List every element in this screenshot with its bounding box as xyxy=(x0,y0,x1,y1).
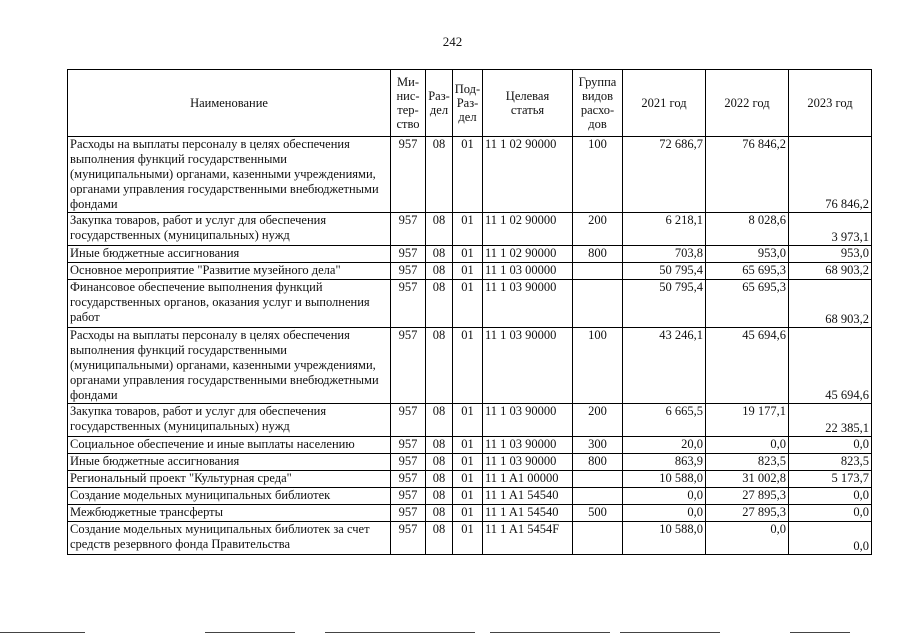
cell-target-article: 11 1 A1 54540 xyxy=(483,488,573,505)
cell-2021: 50 795,4 xyxy=(623,280,706,328)
cell-section: 08 xyxy=(426,404,453,437)
cell-2022: 31 002,8 xyxy=(706,471,789,488)
cell-subsection: 01 xyxy=(453,328,483,404)
cell-section: 08 xyxy=(426,505,453,522)
cell-2022: 8 028,6 xyxy=(706,213,789,246)
cell-2021: 0,0 xyxy=(623,505,706,522)
cell-2022: 823,5 xyxy=(706,454,789,471)
header-section: Раз- дел xyxy=(426,70,453,137)
cell-2021: 0,0 xyxy=(623,488,706,505)
cell-section: 08 xyxy=(426,454,453,471)
cell-subsection: 01 xyxy=(453,137,483,213)
cell-subsection: 01 xyxy=(453,280,483,328)
cell-section: 08 xyxy=(426,213,453,246)
cell-section: 08 xyxy=(426,522,453,555)
cell-2022: 953,0 xyxy=(706,246,789,263)
cell-ministry: 957 xyxy=(391,137,426,213)
cell-target-article: 11 1 03 90000 xyxy=(483,280,573,328)
cell-2022: 19 177,1 xyxy=(706,404,789,437)
cell-ministry: 957 xyxy=(391,263,426,280)
cell-ministry: 957 xyxy=(391,488,426,505)
cell-ministry: 957 xyxy=(391,246,426,263)
table-row xyxy=(68,404,872,437)
cell-subsection: 01 xyxy=(453,213,483,246)
bottom-rule xyxy=(790,632,850,633)
table-row xyxy=(68,454,872,471)
header-expense-group: Группа видов расхо- дов xyxy=(573,70,623,137)
cell-expense-group xyxy=(573,488,623,505)
cell-target-article: 11 1 03 90000 xyxy=(483,437,573,454)
cell-name: Социальное обеспечение и иные выплаты населению xyxy=(68,437,391,454)
table-row xyxy=(68,263,872,280)
cell-2022: 76 846,2 xyxy=(706,137,789,213)
table-row xyxy=(68,280,872,328)
cell-expense-group xyxy=(573,263,623,280)
header-name: Наименование xyxy=(68,70,391,137)
bottom-rule xyxy=(620,632,720,633)
cell-target-article: 11 1 03 90000 xyxy=(483,454,573,471)
cell-expense-group: 100 xyxy=(573,328,623,404)
cell-ministry: 957 xyxy=(391,280,426,328)
cell-2021: 703,8 xyxy=(623,246,706,263)
cell-section: 08 xyxy=(426,246,453,263)
cell-section: 08 xyxy=(426,471,453,488)
bottom-rule xyxy=(325,632,475,633)
cell-expense-group xyxy=(573,280,623,328)
cell-2021: 20,0 xyxy=(623,437,706,454)
table-row xyxy=(68,246,872,263)
cell-subsection: 01 xyxy=(453,454,483,471)
cell-section: 08 xyxy=(426,263,453,280)
bottom-rule xyxy=(490,632,610,633)
cell-expense-group: 800 xyxy=(573,454,623,471)
cell-2023: 0,0 xyxy=(789,437,872,454)
cell-section: 08 xyxy=(426,488,453,505)
header-subsection: Под- Раз- дел xyxy=(453,70,483,137)
bottom-rule xyxy=(205,632,295,633)
cell-2022: 27 895,3 xyxy=(706,488,789,505)
page-number: 242 xyxy=(442,34,463,49)
cell-2022: 65 695,3 xyxy=(706,280,789,328)
table-row xyxy=(68,437,872,454)
cell-name: Закупка товаров, работ и услуг для обеспечения государственных (муниципальных) нужд xyxy=(68,213,391,246)
cell-name: Создание модельных муниципальных библиотек за счет средств резервного фонда Правительства xyxy=(68,522,391,555)
cell-section: 08 xyxy=(426,437,453,454)
cell-target-article: 11 1 A1 5454F xyxy=(483,522,573,555)
budget-table xyxy=(67,69,872,555)
cell-expense-group: 300 xyxy=(573,437,623,454)
cell-name: Расходы на выплаты персоналу в целях обеспечения выполнения функций государственными (муниципальными) органами, казенными учреждениями, органами управления государственными внебюджетными фондами xyxy=(68,137,391,213)
cell-2023: 0,0 xyxy=(789,522,872,555)
cell-name: Региональный проект "Культурная среда" xyxy=(68,471,391,488)
cell-2022: 65 695,3 xyxy=(706,263,789,280)
cell-2023: 0,0 xyxy=(789,505,872,522)
cell-2021: 10 588,0 xyxy=(623,471,706,488)
cell-2023: 68 903,2 xyxy=(789,263,872,280)
cell-expense-group xyxy=(573,522,623,555)
cell-target-article: 11 1 02 90000 xyxy=(483,213,573,246)
cell-ministry: 957 xyxy=(391,213,426,246)
cell-expense-group: 800 xyxy=(573,246,623,263)
cell-name: Иные бюджетные ассигнования xyxy=(68,454,391,471)
header-row xyxy=(68,70,872,137)
cell-section: 08 xyxy=(426,328,453,404)
cell-name: Иные бюджетные ассигнования xyxy=(68,246,391,263)
cell-2023: 3 973,1 xyxy=(789,213,872,246)
cell-name: Расходы на выплаты персоналу в целях обеспечения выполнения функций государственными (муниципальными) органами, казенными учреждениями, органами управления государственными внебюджетными фондами xyxy=(68,328,391,404)
cell-2023: 45 694,6 xyxy=(789,328,872,404)
cell-name: Закупка товаров, работ и услуг для обеспечения государственных (муниципальных) нужд xyxy=(68,404,391,437)
cell-2021: 6 218,1 xyxy=(623,213,706,246)
cell-target-article: 11 1 A1 00000 xyxy=(483,471,573,488)
table-row xyxy=(68,213,872,246)
cell-ministry: 957 xyxy=(391,328,426,404)
cell-2023: 68 903,2 xyxy=(789,280,872,328)
cell-2021: 43 246,1 xyxy=(623,328,706,404)
table-row xyxy=(68,137,872,213)
cell-target-article: 11 1 03 90000 xyxy=(483,328,573,404)
cell-name: Основное мероприятие "Развитие музейного дела" xyxy=(68,263,391,280)
cell-section: 08 xyxy=(426,137,453,213)
cell-2021: 72 686,7 xyxy=(623,137,706,213)
cell-subsection: 01 xyxy=(453,471,483,488)
cell-subsection: 01 xyxy=(453,505,483,522)
cell-name: Создание модельных муниципальных библиотек xyxy=(68,488,391,505)
cell-ministry: 957 xyxy=(391,454,426,471)
table-row xyxy=(68,522,872,555)
bottom-rule xyxy=(0,632,85,633)
header-target-article: Целевая статья xyxy=(483,70,573,137)
cell-2023: 76 846,2 xyxy=(789,137,872,213)
cell-subsection: 01 xyxy=(453,246,483,263)
cell-target-article: 11 1 03 90000 xyxy=(483,404,573,437)
cell-expense-group: 200 xyxy=(573,404,623,437)
cell-ministry: 957 xyxy=(391,505,426,522)
cell-2021: 10 588,0 xyxy=(623,522,706,555)
header-year-2021: 2021 год xyxy=(623,70,706,137)
cell-expense-group: 100 xyxy=(573,137,623,213)
header-year-2022: 2022 год xyxy=(706,70,789,137)
cell-2023: 953,0 xyxy=(789,246,872,263)
cell-subsection: 01 xyxy=(453,404,483,437)
table-row xyxy=(68,505,872,522)
cell-subsection: 01 xyxy=(453,522,483,555)
table-row xyxy=(68,471,872,488)
header-year-2023: 2023 год xyxy=(789,70,872,137)
cell-subsection: 01 xyxy=(453,263,483,280)
cell-ministry: 957 xyxy=(391,437,426,454)
cell-2021: 863,9 xyxy=(623,454,706,471)
table-row xyxy=(68,488,872,505)
table-row xyxy=(68,328,872,404)
cell-2023: 823,5 xyxy=(789,454,872,471)
cell-ministry: 957 xyxy=(391,471,426,488)
cell-2023: 0,0 xyxy=(789,488,872,505)
cell-2021: 50 795,4 xyxy=(623,263,706,280)
cell-target-article: 11 1 02 90000 xyxy=(483,246,573,263)
cell-target-article: 11 1 02 90000 xyxy=(483,137,573,213)
cell-2022: 27 895,3 xyxy=(706,505,789,522)
cell-expense-group: 500 xyxy=(573,505,623,522)
cell-name: Финансовое обеспечение выполнения функций государственных органов, оказания услуг и выполнения работ xyxy=(68,280,391,328)
cell-2022: 45 694,6 xyxy=(706,328,789,404)
cell-section: 08 xyxy=(426,280,453,328)
cell-name: Межбюджетные трансферты xyxy=(68,505,391,522)
cell-target-article: 11 1 03 00000 xyxy=(483,263,573,280)
cell-expense-group: 200 xyxy=(573,213,623,246)
cell-expense-group xyxy=(573,471,623,488)
cell-2021: 6 665,5 xyxy=(623,404,706,437)
cell-subsection: 01 xyxy=(453,488,483,505)
cell-2023: 22 385,1 xyxy=(789,404,872,437)
cell-2022: 0,0 xyxy=(706,437,789,454)
header-ministry: Ми- нис- тер- ство xyxy=(391,70,426,137)
cell-2022: 0,0 xyxy=(706,522,789,555)
cell-ministry: 957 xyxy=(391,522,426,555)
cell-ministry: 957 xyxy=(391,404,426,437)
cell-subsection: 01 xyxy=(453,437,483,454)
cell-target-article: 11 1 A1 54540 xyxy=(483,505,573,522)
cell-2023: 5 173,7 xyxy=(789,471,872,488)
